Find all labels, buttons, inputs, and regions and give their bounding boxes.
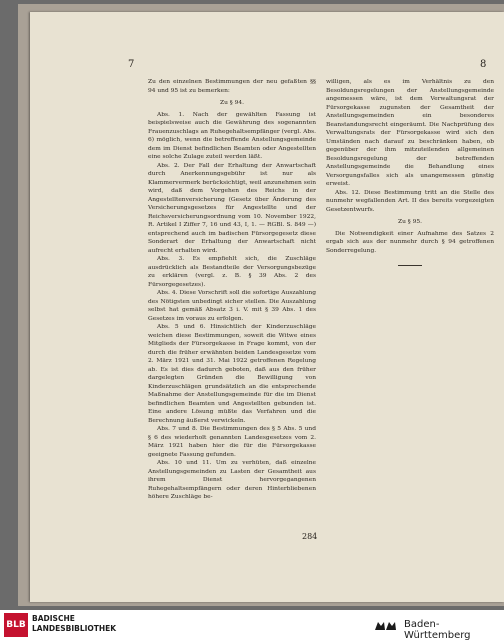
page-number-right: 8 <box>480 59 487 70</box>
bw-lions-icon <box>372 618 398 634</box>
blb-name[interactable] <box>32 614 116 634</box>
section-heading: Zu § 95. <box>398 219 422 225</box>
paragraph: Abs. 5 und 6. Hinsichtlich der Kinderzuschläge weichen diese Bestimmungen, soweit die Witwe eines Mitglieds der Fürsorgekasse in Frage kommt, von der durch die früher erwähnten beiden Landesgesetze vom 2. März 1921 und 31. Mai 1922 getroffenen Regelung ab. Es ist dies dadurch geboten, daß aus den früher dargelegten Gründen die Bewilligung von Kinderzuschlägen grundsätzlich an die entsprechende Maßnahme der Anstellungsgemeinde für die im Dienst befindlichen Beamten und Angestellten gebunden ist. Eine andere Lösung müßte das Verfahren und die Berechnung äußerst verwickeln. <box>148 324 316 424</box>
paragraph: Abs. 12. Diese Bestimmung tritt an die Stelle des nunmehr wegfallenden Art. II des bereits vorgezeigten Gesetzentwurfs. <box>326 189 494 213</box>
bw-name[interactable]: Baden-Württemberg <box>404 619 471 641</box>
page-number-left: 7 <box>128 59 135 70</box>
paragraph: Zu den einzelnen Bestimmungen der neu gefaßten §§ 94 und 95 ist zu bemerken: <box>148 79 316 94</box>
page-footer-number: 284 <box>302 532 318 541</box>
paragraph: Abs. 3. Es empfiehlt sich, die Zuschläge ausdrücklich als Bestandteile der Versorgungsbezüge zu erklären (vergl. z. B. § 39 Abs. 2 des Fürsorgegesetzes). <box>148 256 316 288</box>
book-page <box>30 12 504 602</box>
paragraph: Abs. 4. Diese Vorschrift soll die sofortige Auszahlung des Nötigsten unbedingt sicher stellen. Die Auszahlung selbst hat gemäß Absatz 3 i. V. mit § 39 Abs. 1 des Gesetzes im voraus zu erfolgen. <box>148 290 316 322</box>
paragraph: willigen, als es im Verhältnis zu den Besoldungsregelungen der Anstellungsgemeinde angemessen wäre, ist dem Verwaltungsrat der Fürsorgekasse zugunsten der Gesamtheit der Anstellungsgemeinden ein besonderes Beanstandungsrecht eingeräumt. Die Nachprüfung des Verwaltungsrats der Fürsorgekasse wird sich den Umständen nach darauf zu beschränken haben, ob gegenüber der ihm mitzuteilenden allgemeinen Besoldungsregelung der betreffenden Anstellungsgemeinde die Behandlung eines Versorgungsfalles sich als unangemessen günstig erweist. <box>326 79 494 187</box>
blb-logo-icon[interactable]: BLB <box>4 613 28 637</box>
section-divider <box>398 265 422 266</box>
section-heading: Zu § 94. <box>220 100 244 106</box>
blb-line1: BADISCHE <box>32 614 75 623</box>
paragraph: Abs. 7 und 8. Die Bestimmungen des § 5 Abs. 5 und § 6 des wiederholt genannten Landesgesetzes vom 2. März 1921 haben hier die für die Fürsorgekasse geeignete Fassung gefunden. <box>148 426 316 458</box>
paragraph: Abs. 2. Der Fall der Erhaltung der Anwartschaft durch Anerkennungsgebühr ist nur als Klammervermerk berücksichtigt, weil anzunehmen sein wird, daß dem Vorgehen des Reichs in der Angestelltenversicherung (Gesetz über Änderung des Versicherungsgesetzes für Angestellte und der Reichsversicherungsordnung vom 10. November 1922, R. Artikel I Ziffer 7, 16 und 43, I, 1. — RGBl. S. 849 —) entsprechend auch im badischen Fürsorgegesetz diese Sonderart der Erhaltung der Anwartschaft nicht aufrecht erhalten wird. <box>148 162 316 254</box>
paragraph: Abs. 10 und 11. Um zu verhüten, daß einzelne Anstellungsgemeinden zu Lasten der Gesamtheit aus ihrem Dienst hervorgegangenen Ruhegehaltsempfängern oder deren Hinterbliebenen höhere Zuschläge be- <box>148 460 316 500</box>
paragraph: Abs. 1. Nach der gewählten Fassung ist beispielsweise auch die Gewährung des sogenannten Frauenzuschlags an Ruhegehaltsempfänger (vergl. Abs. 6) möglich, wenn die betreffende Anstellungsgemeinde dem im Dienst befindlichen Beamten oder Angestellten eine solche Zulage zuteil werden läßt. <box>148 111 316 160</box>
left-column <box>148 78 316 502</box>
blb-line2: LANDESBIBLIOTHEK <box>32 624 117 633</box>
paragraph: Die Notwendigkeit einer Aufnahme des Satzes 2 ergab sich aus der nunmehr durch § 94 getroffenen Sonderregelung. <box>326 230 494 254</box>
right-column <box>326 78 494 266</box>
